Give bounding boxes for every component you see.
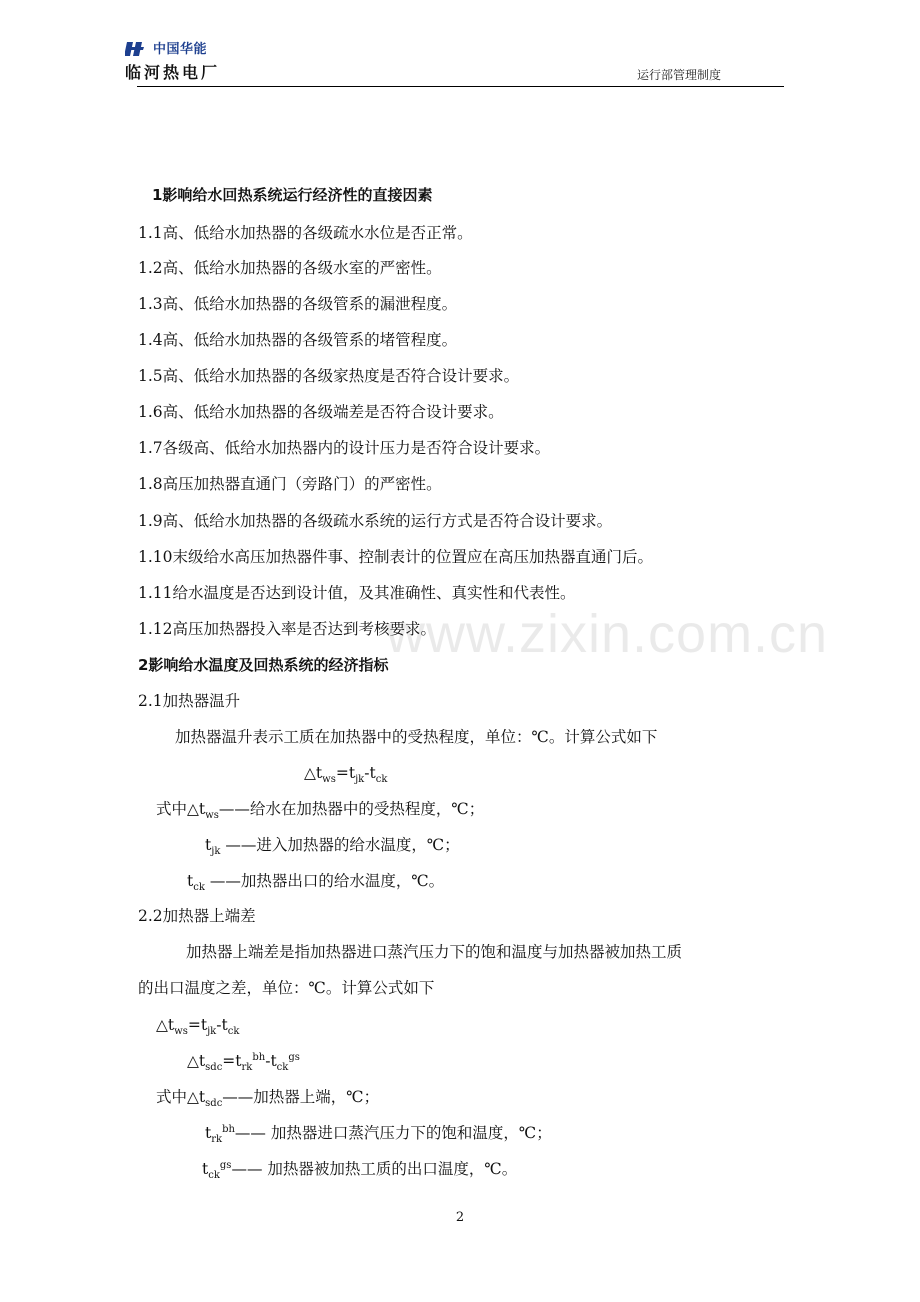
section-2-title: 2影响给水温度及回热系统的经济指标 [138, 656, 389, 674]
huaneng-logo-icon [125, 41, 147, 57]
list-item: 1.8高压加热器直通门（旁路门）的严密性。 [138, 475, 442, 493]
header-doc-title: 运行部管理制度 [636, 68, 721, 82]
section-1-title: 1影响给水回热系统运行经济性的直接因素 [152, 186, 433, 204]
list-item: 1.9高、低给水加热器的各级疏水系统的运行方式是否符合设计要求。 [138, 512, 613, 530]
subsection-2-1-title: 2.1加热器温升 [138, 692, 241, 710]
list-item: 1.12高压加热器投入率是否达到考核要求。 [138, 620, 437, 638]
subsection-2-2-desc: 的出口温度之差，单位：℃。计算公式如下 [138, 979, 435, 997]
list-item: 1.3高、低给水加热器的各级管系的漏泄程度。 [138, 295, 458, 313]
logo-company-name: 中国华能 [153, 42, 208, 57]
company-logo [125, 38, 265, 84]
subsection-2-1-desc: 加热器温升表示工质在加热器中的受热程度，单位：℃。计算公式如下 [175, 728, 658, 746]
list-item: 1.1高、低给水加热器的各级疏水水位是否正常。 [138, 224, 473, 242]
where-line: $t_{jk}$ ——进入加热器的给水温度，℃； [205, 836, 460, 858]
formula-end-diff-1: $\triangle t_{ws}=t_{jk}-t_{ck}$ [156, 1016, 240, 1038]
list-item: 1.6高、低给水加热器的各级端差是否符合设计要求。 [138, 403, 504, 421]
list-item: 1.2高、低给水加热器的各级水室的严密性。 [138, 259, 442, 277]
list-item: 1.4高、低给水加热器的各级管系的堵管程度。 [138, 331, 458, 349]
list-item: 1.7各级高、低给水加热器内的设计压力是否符合设计要求。 [138, 439, 551, 457]
where-line: 式中$\triangle t_{sdc}——$加热器上端，℃； [156, 1088, 380, 1110]
page-number: 2 [455, 1210, 465, 1225]
logo-plant-name: 临河热电厂 [125, 63, 221, 82]
subsection-2-2-title: 2.2加热器上端差 [138, 907, 256, 925]
where-line: $t_{ck}$ ——加热器出口的给水温度，℃。 [187, 872, 445, 894]
header-divider [137, 86, 784, 87]
where-line: 式中$\triangle t_{ws}——$给水在加热器中的受热程度，℃； [156, 800, 485, 822]
subsection-2-2-desc: 加热器上端差是指加热器进口蒸汽压力下的饱和温度与加热器被加热工质 [186, 943, 683, 961]
formula-end-diff-2: $\triangle t_{sdc}=t_{rk}^{bh}-t_{ck}^{gs}$ [187, 1051, 300, 1074]
list-item: 1.5高、低给水加热器的各级家热度是否符合设计要求。 [138, 367, 520, 385]
list-item: 1.11给水温度是否达到设计值，及其准确性、真实性和代表性。 [138, 584, 576, 602]
where-line: $t_{rk}^{bh}——$ 加热器进口蒸汽压力下的饱和温度，℃； [205, 1123, 552, 1146]
formula-temp-rise: $\triangle t_{ws}=t_{jk}-t_{ck}$ [304, 764, 388, 786]
watermark: www.zixin.com.cn [386, 604, 829, 664]
where-line: $t_{ck}^{gs}——$ 加热器被加热工质的出口温度，℃。 [202, 1159, 518, 1182]
list-item: 1.10末级给水高压加热器件事、控制表计的位置应在高压加热器直通门后。 [138, 548, 654, 566]
